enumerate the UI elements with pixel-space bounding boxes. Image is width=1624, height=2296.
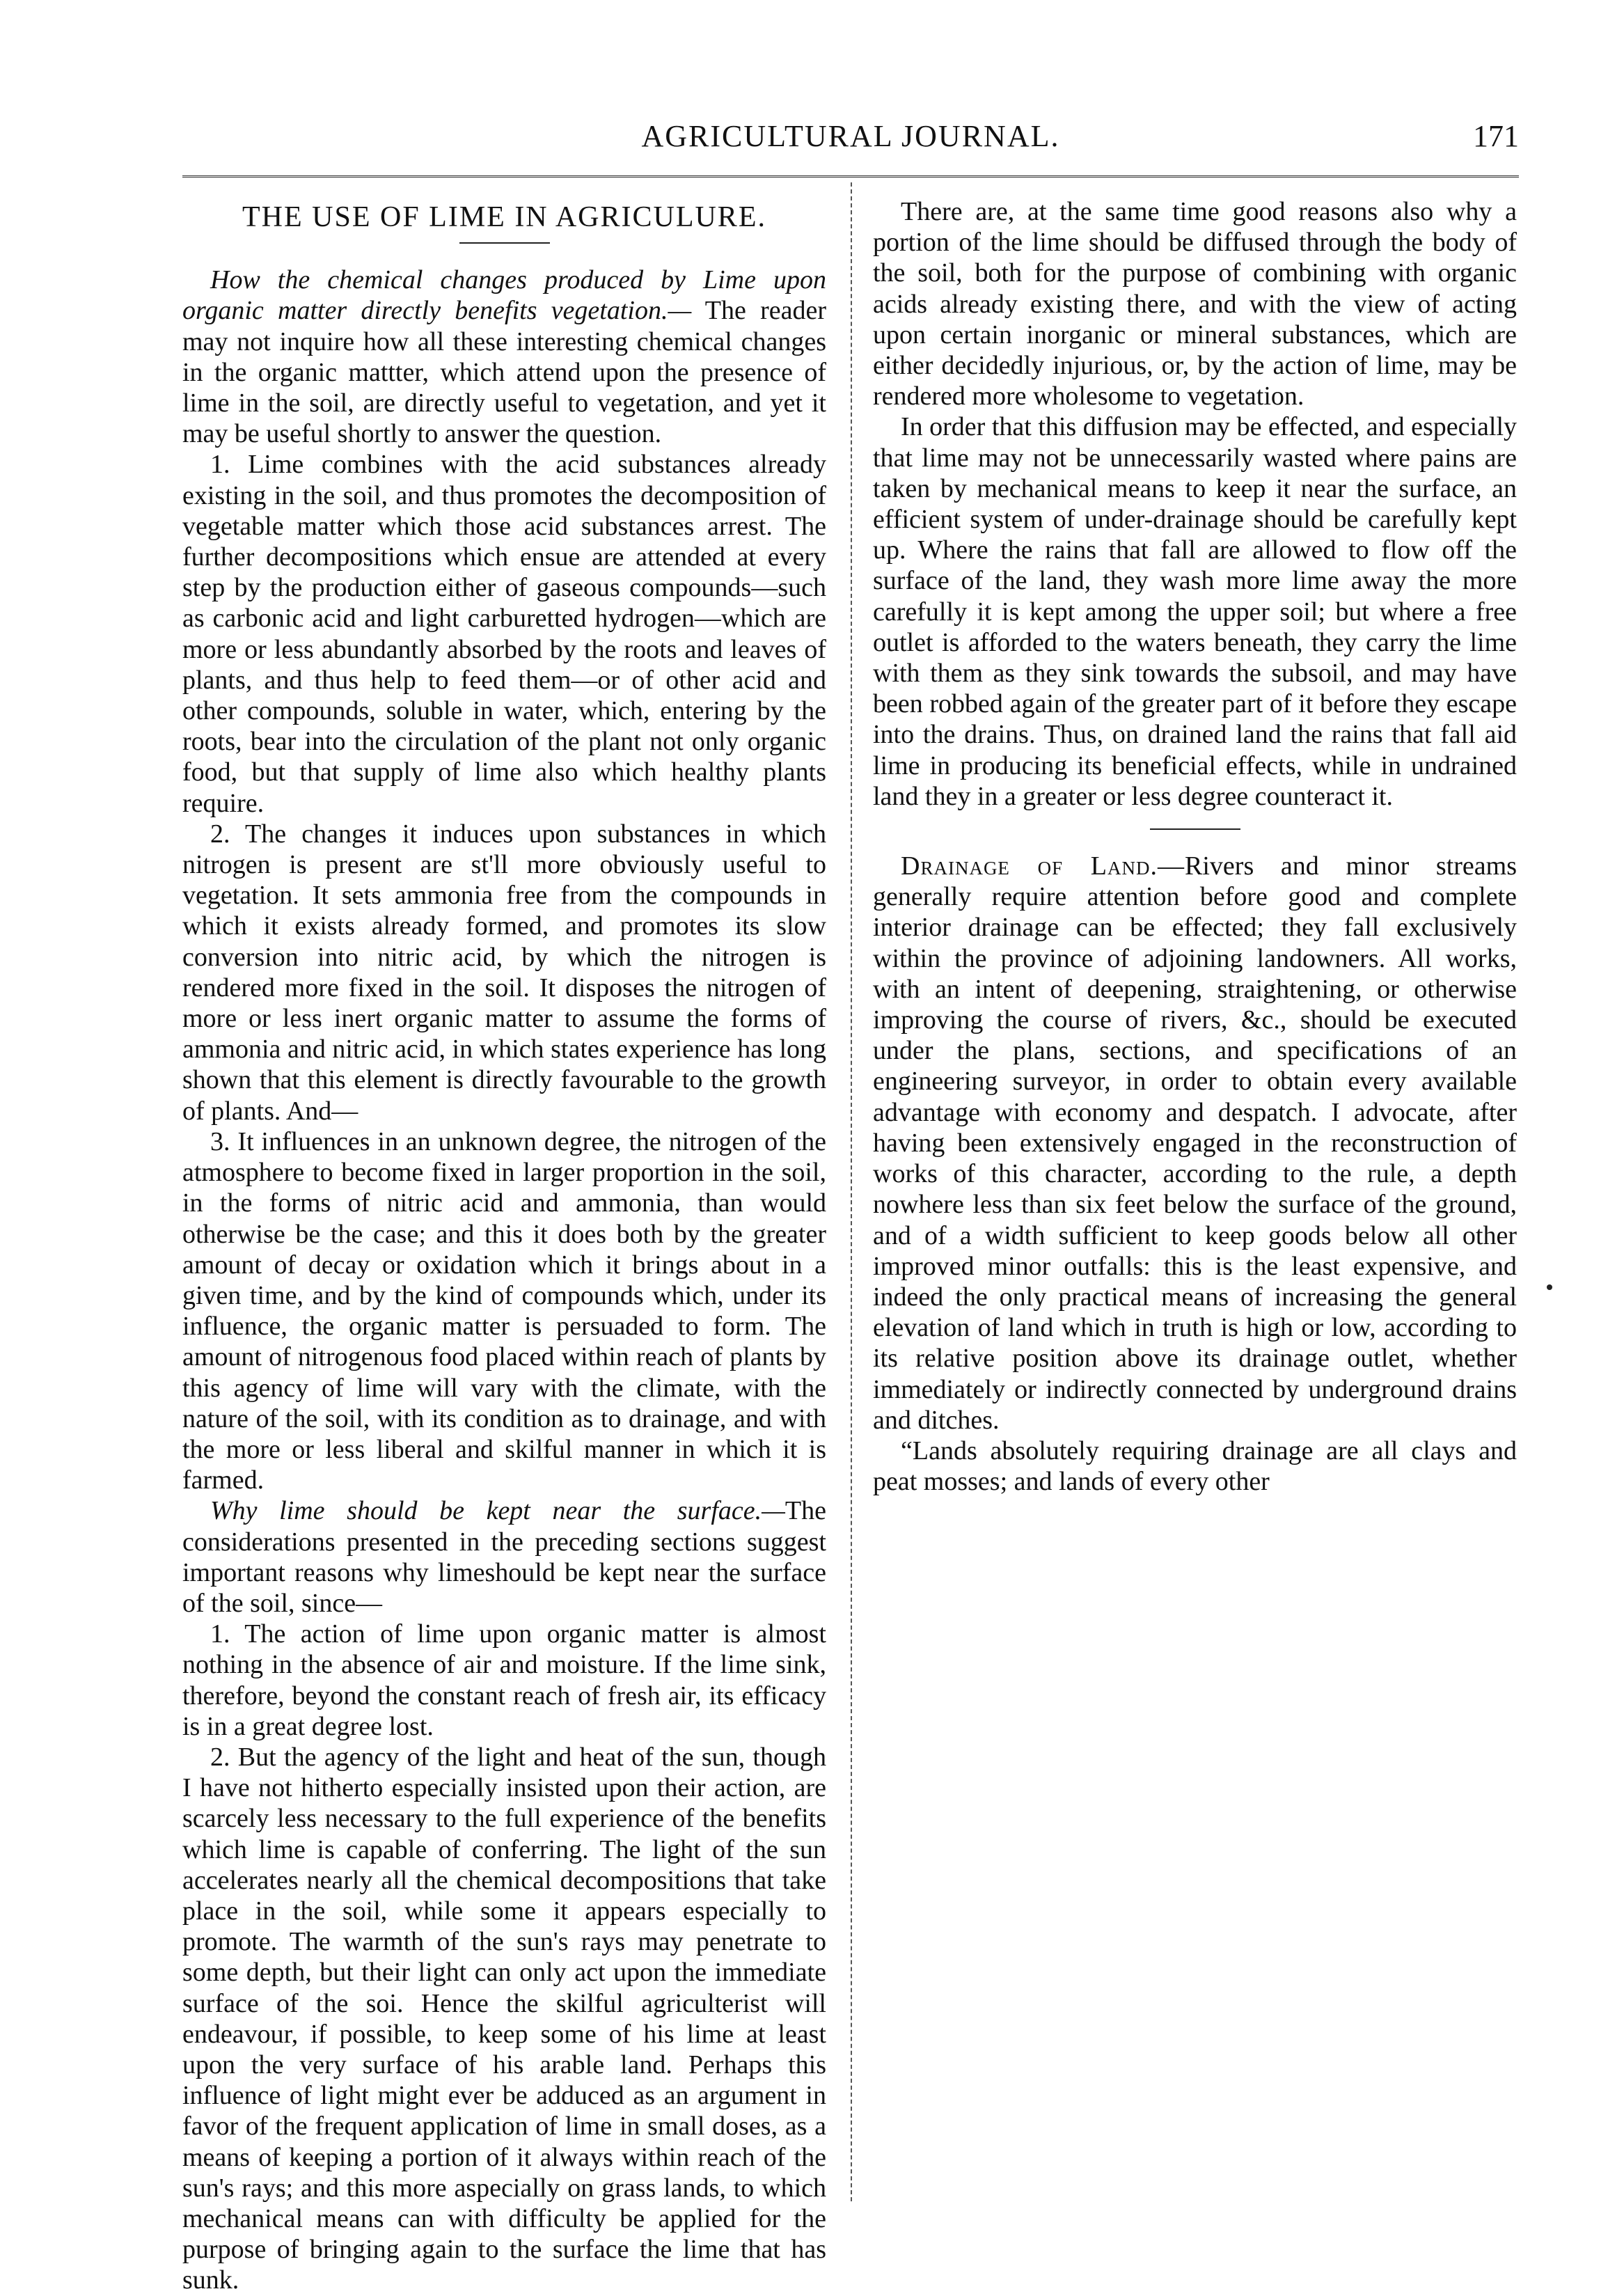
section-1-point-2: 2. The changes it induces upon substances in which nitrogen is present are st'll more obviously useful to vegetation. It sets ammonia free from the compounds in which it exists already formed, and promotes its slow conversion into nitric acid, by which the nitrogen is rendered more fixed in the soil. It disposes the nitrogen of more or less inert organic matter to assume the forms of ammonia and nitric acid, in which states experience has long shown that this element is directly favourable to the growth of plants. And—: [182, 819, 826, 1126]
ink-dot: [1547, 1284, 1552, 1290]
section-1-intro-text: The reader may not inquire how all these interesting chemical changes in the organic mattter, which attend upon the presence of lime in the soil, are directly useful to vegetation, and yet it may be useful shortly to answer the question.: [182, 296, 826, 449]
section-2-intro-text: The considerations presented in the preceding sections suggest important reasons why limeshould be kept near the surface of the soil, since—: [182, 1496, 826, 1618]
section-2-point-1: 1. The action of lime upon organic matter is almost nothing in the absence of air and moisture. If the lime sink, therefore, beyond the constant reach of fresh air, its efficacy is in a great degree lost.: [182, 1619, 826, 1741]
page-number: 171: [1473, 119, 1519, 153]
right-column: [873, 196, 1517, 2194]
section-1-point-3: 3. It influences in an unknown degree, the nitrogen of the atmosphere to become fixed in larger proportion in the soil, in the forms of nitric acid and ammonia, than would otherwise be the case; and this it does both by the greater amount of decay or oxidation which it brings about in a given time, and by the kind of compounds which, under its influence, the organic matter is persuaded to form. The amount of nitrogenous food placed within reach of plants by this agency of lime will vary with the climate, with the nature of the soil, with its condition as to drainage, and with the more or less liberal and skilful manner in which it is farmed.: [182, 1126, 826, 1495]
drainage-paragraph: [873, 851, 1517, 1436]
section-2-heading: Why lime should be kept near the surface.—: [210, 1496, 785, 1526]
section-1-heading: How the chemical changes produced by Lime upon organic matter directly benefits vegetation.—: [182, 265, 826, 326]
column-divider: [851, 182, 852, 2201]
left-column: [182, 196, 826, 2295]
drainage-text: Rivers and minor streams generally require attention before good and complete interior drainage can be effected; they fall exclusively within the province of adjoining landowners. All works, with an intent of deepening, straightening, or otherwise improving the course of rivers, &c., should be executed under the plans, sections, and specifications of an engineering surveyor, in order to obtain every available advantage with economy and despatch. I advocate, after having been extensively engaged in the reconstruction of works of this character, according to the rule, a depth nowhere less than six feet below the surface of the ground, and of a width sufficient to keep goods below all other improved minor outfalls: this is the least expensive, and indeed the only practical means of increasing the general elevation of land which in truth is high or low, according to its relative position above its drainage outlet, whether immediately or indirectly connected by underground drains and ditches.: [873, 851, 1517, 1435]
header-rule: [182, 175, 1519, 178]
title-rule: [459, 242, 550, 244]
drainage-heading: Drainage of Land.—: [901, 851, 1185, 881]
section-2-paragraph-2: In order that this diffusion may be effected, and especially that lime may not be unnecessarily wasted where pains are taken by mechanical means to keep it near the surface, an efficient system of under-drainage should be carefully kept up. Where the rains that fall are allowed to flow off the surface of the land, they wash more lime away the more carefully it is kept among the upper soil; but where a free outlet is afforded to the waters beneath, they carry the lime with them as they sink towards the subsoil, and may have been robbed again of the greater part of it before they escape into the drains. Thus, on drained land the rains that fall aid lime in producing its beneficial effects, while in undrained land they in a greater or less degree counteract it.: [873, 412, 1517, 811]
article-title: THE USE OF LIME IN AGRICULURE.: [242, 201, 766, 233]
section-2-intro: [182, 1495, 826, 1619]
section-2-point-2: 2. But the agency of the light and heat of the sun, though I have not hitherto especially insisted upon their action, are scarcely less necessary to the full experience of the benefits which lime is capable of conferring. The light of the sun accelerates nearly all the chemical decompositions that take place in the soil, while some it appears especially to promote. The warmth of the sun's rays may penetrate to some depth, but their light can only act upon the immediate surface of the soi. Hence the skilful agriculterist will endeavour, if possible, to keep some of his lime at least upon the very surface of his arable land. Perhaps this influence of light might ever be adduced as an argument in favor of the frequent application of lime in small doses, as a means of keeping a portion of it always within reach of the sun's rays; and this more aspecially on grass lands, to which mechanical means can with difficulty be applied for the purpose of bringing again to the surface the lime that has sunk.: [182, 1742, 826, 2295]
page-header: [182, 118, 1519, 167]
section-1-point-1: 1. Lime combines with the acid substances already existing in the soil, and thus promotes the decomposition of vegetable matter which those acid substances arrest. The further decompositions which ensue are attended at every step by the production either of gaseous compounds—such as carbonic acid and light carburetted hydrogen—which are more or less abundantly absorbed by the roots and leaves of plants, and thus help to feed them—or of other acid and other compounds, soluble in water, which, entering by the roots, bear into the circulation of the plant not only organic food, but that supply of lime also which healthy plants require.: [182, 450, 826, 818]
drainage-quote: “Lands absolutely requiring drainage are all clays and peat mosses; and lands of every other: [873, 1436, 1517, 1497]
running-title: AGRICULTURAL JOURNAL.: [641, 119, 1060, 153]
section-1-intro: [182, 265, 826, 449]
section-rule: [1150, 828, 1240, 830]
section-2-paragraph-1: There are, at the same time good reasons also why a portion of the lime should be diffused through the body of the soil, both for the purpose of combining with organic acids already existing there, and with the view of acting upon certain inorganic or mineral substances, which are either decidedly injurious, or, by the action of lime, may be rendered more wholesome to vegetation.: [873, 197, 1517, 411]
